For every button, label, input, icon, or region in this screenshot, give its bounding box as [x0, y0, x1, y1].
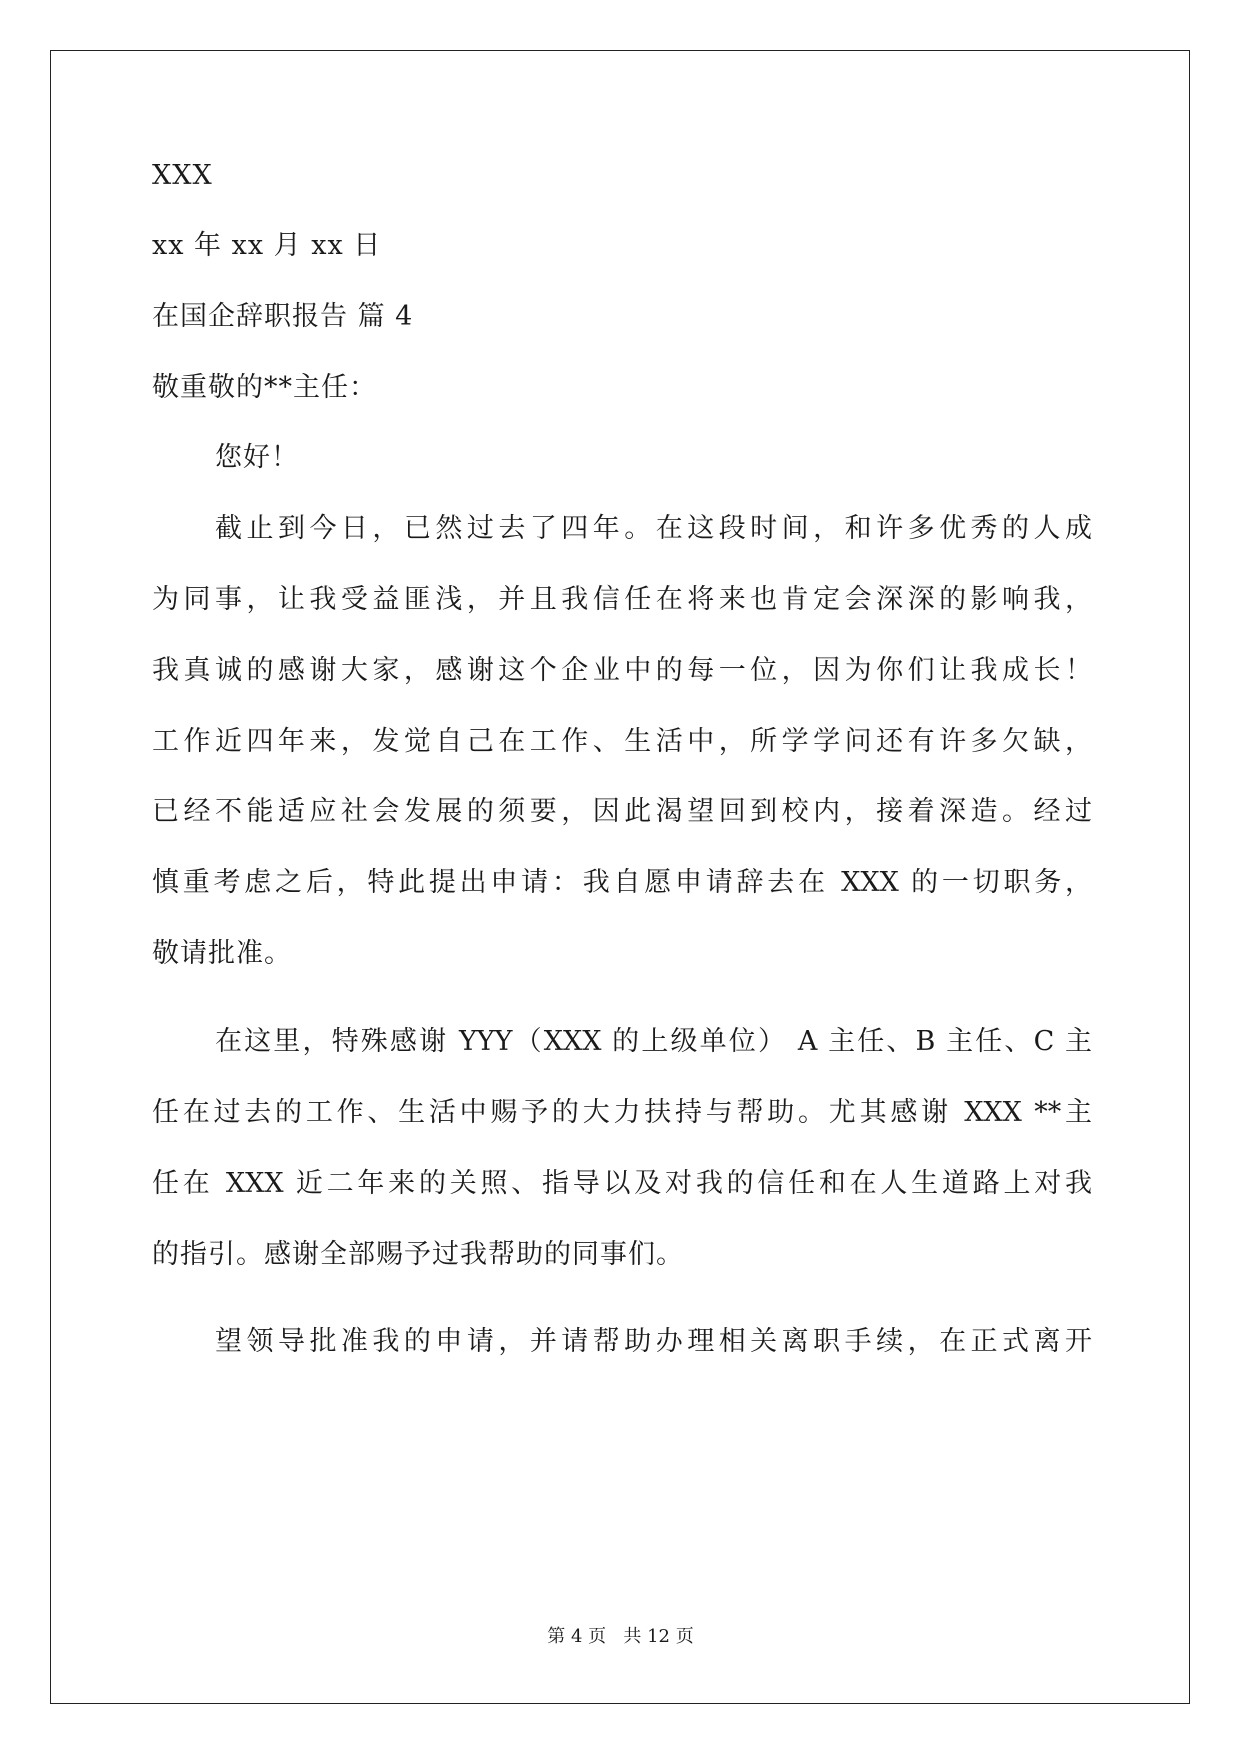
- body-line: 在这里，特殊感谢 YYY（XXX 的上级单位） A 主任、B 主任、C 主: [215, 1026, 1092, 1057]
- body-line: 任在过去的工作、生活中赐予的大力扶持与帮助。尤其感谢 XXX **主: [152, 1097, 1092, 1128]
- body-line: 的指引。感谢全部赐予过我帮助的同事们。: [152, 1239, 684, 1270]
- salutation: 敬重敬的**主任：: [152, 372, 377, 403]
- body-line: 截止到今日，已然过去了四年。在这段时间，和许多优秀的人成: [215, 513, 1092, 544]
- body-line: 慎重考虑之后，特此提出申请：我自愿申请辞去在 XXX 的一切职务，: [152, 867, 1092, 898]
- signature-date: xx 年 xx 月 xx 日: [152, 230, 382, 261]
- body-line: 工作近四年来，发觉自己在工作、生活中，所学学问还有许多欠缺，: [152, 726, 1092, 757]
- body-line: 望领导批准我的申请，并请帮助办理相关离职手续，在正式离开: [215, 1326, 1092, 1357]
- page-number-footer: 第 4 页 共 12 页: [547, 1626, 694, 1647]
- body-line: 我真诚的感谢大家，感谢这个企业中的每一位，因为你们让我成长！: [152, 655, 1092, 686]
- greeting: 您好！: [215, 442, 299, 473]
- body-line: 任在 XXX 近二年来的关照、指导以及对我的信任和在人生道路上对我: [152, 1168, 1092, 1199]
- signature-name: XXX: [152, 160, 213, 191]
- section-heading: 在国企辞职报告 篇 4: [152, 301, 414, 332]
- body-line: 已经不能适应社会发展的须要，因此渴望回到校内，接着深造。经过: [152, 796, 1092, 827]
- body-line: 为同事，让我受益匪浅，并且我信任在将来也肯定会深深的影响我，: [152, 584, 1092, 615]
- body-line: 敬请批准。: [152, 938, 292, 969]
